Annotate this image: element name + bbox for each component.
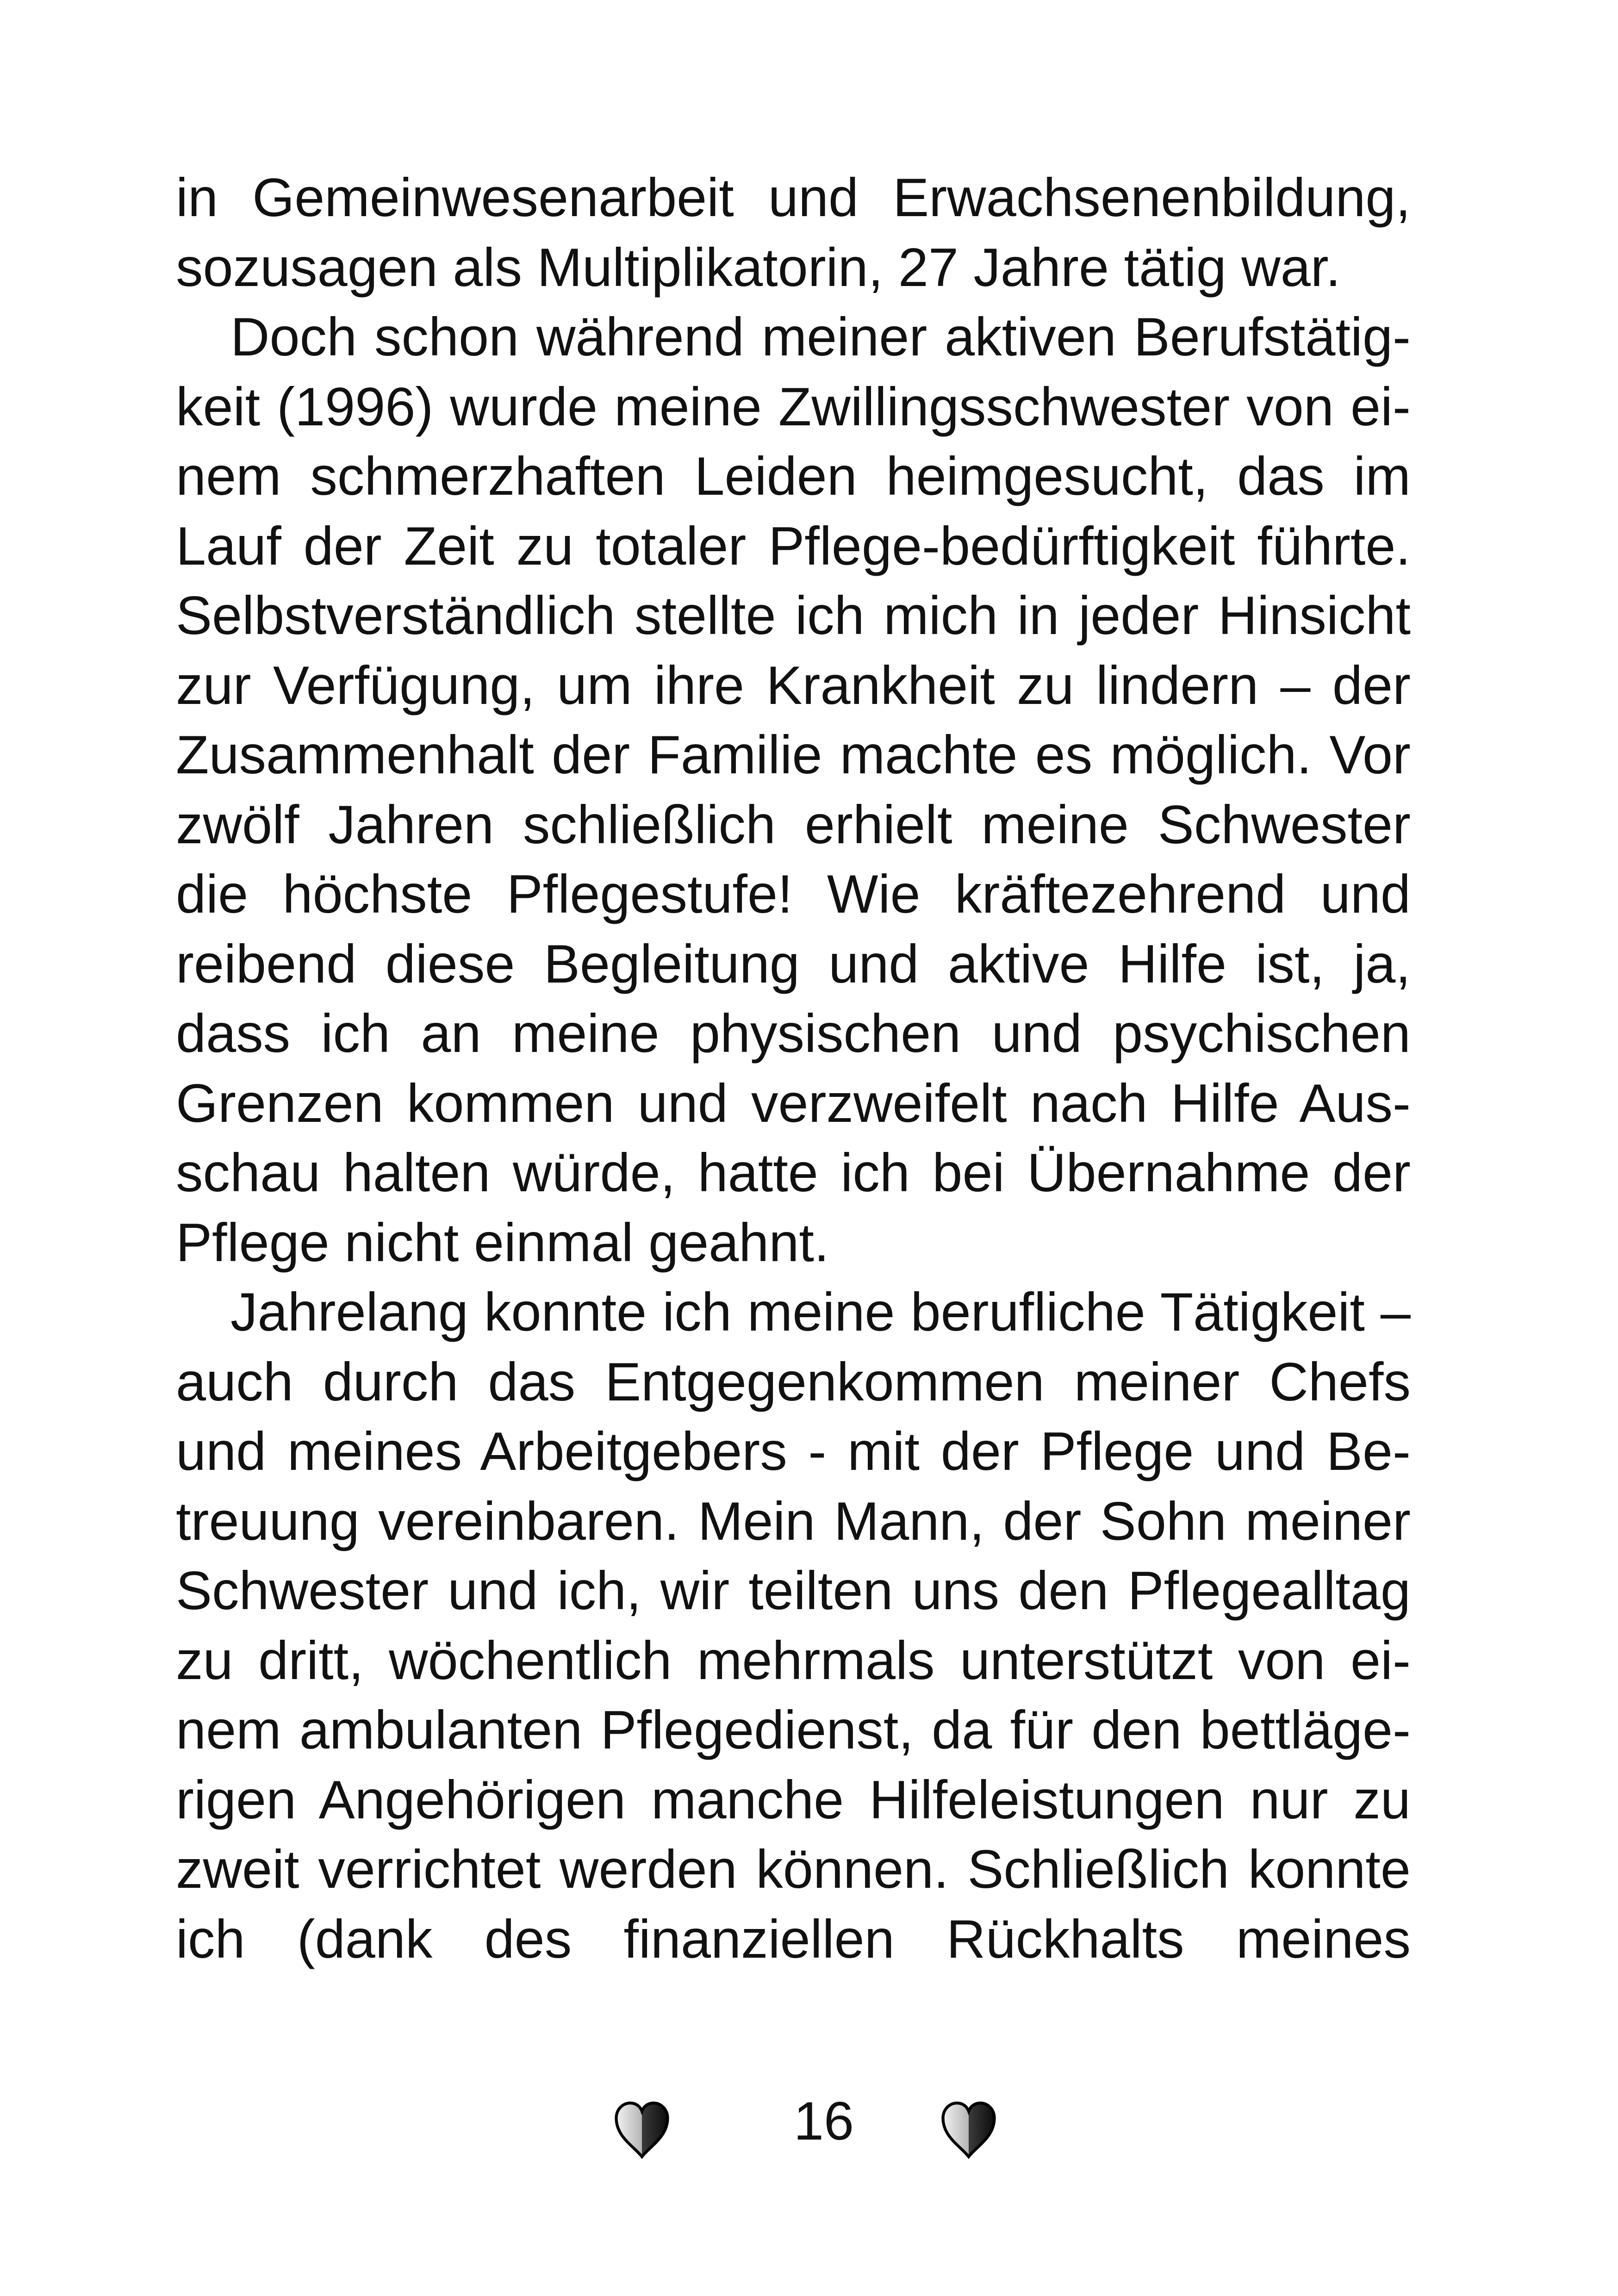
text-line: keit (1996) wurde meine Zwillingsschwester von ei- — [176, 376, 1411, 437]
text-line: zwölf Jahren schließlich erhielt meine Schwester — [176, 794, 1411, 855]
text-line: in Gemeinwesenarbeit und Erwachsenenbildung, — [176, 167, 1411, 228]
text-line: sozusagen als Multiplikatorin, 27 Jahre tätig war. — [176, 236, 1341, 298]
text-line: ich (dank des finanziellen Rückhalts meines — [176, 1908, 1411, 1969]
text-line: und meines Arbeitgebers - mit der Pflege und Be- — [176, 1421, 1411, 1481]
text-line: die höchste Pflegestufe! Wie kräftezehrend und — [176, 864, 1411, 924]
heart-icon — [940, 2100, 998, 2159]
text-line: zweit verrichtet werden können. Schließlich konnte — [176, 1839, 1411, 1899]
text-line: Grenzen kommen und verzweifelt nach Hilfe Aus- — [176, 1072, 1411, 1133]
heart-icon — [613, 2100, 671, 2159]
text-line: auch durch das Entgegenkommen meiner Chefs — [176, 1351, 1411, 1412]
text-line: rigen Angehörigen manche Hilfeleistungen nur zu — [176, 1769, 1411, 1830]
text-line: reibend diese Begleitung und aktive Hilfe ist, ja, — [176, 933, 1411, 994]
text-line: treuung vereinbaren. Mein Mann, der Sohn meiner — [176, 1490, 1411, 1551]
text-line: Jahrelang konnte ich meine berufliche Tätigkeit – — [230, 1282, 1411, 1342]
text-line: zu dritt, wöchentlich mehrmals unterstützt von ei- — [176, 1630, 1411, 1691]
text-line: schau halten würde, hatte ich bei Übernahme der — [176, 1142, 1411, 1203]
text-line: nem schmerzhaften Leiden heimgesucht, das im — [176, 446, 1411, 506]
page-number: 16 — [793, 2091, 854, 2151]
text-line: Selbstverständlich stellte ich mich in jeder Hinsicht — [176, 585, 1411, 646]
text-line: Lauf der Zeit zu totaler Pflege-bedürftigkeit führte. — [176, 515, 1411, 576]
text-line: Schwester und ich, wir teilten uns den Pflegealltag — [176, 1560, 1411, 1621]
text-line: nem ambulanten Pflegedienst, da für den bettläge- — [176, 1699, 1411, 1760]
text-line: Doch schon während meiner aktiven Berufstätig- — [230, 306, 1411, 367]
page-footer — [0, 2086, 1618, 2170]
text-line: Zusammenhalt der Familie machte es möglich. Vor — [176, 724, 1411, 785]
body-text — [176, 163, 1411, 1974]
text-line: Pflege nicht einmal geahnt. — [176, 1212, 829, 1273]
text-line: dass ich an meine physischen und psychischen — [176, 1003, 1411, 1064]
text-line: zur Verfügung, um ihre Krankheit zu lindern – der — [176, 654, 1411, 716]
